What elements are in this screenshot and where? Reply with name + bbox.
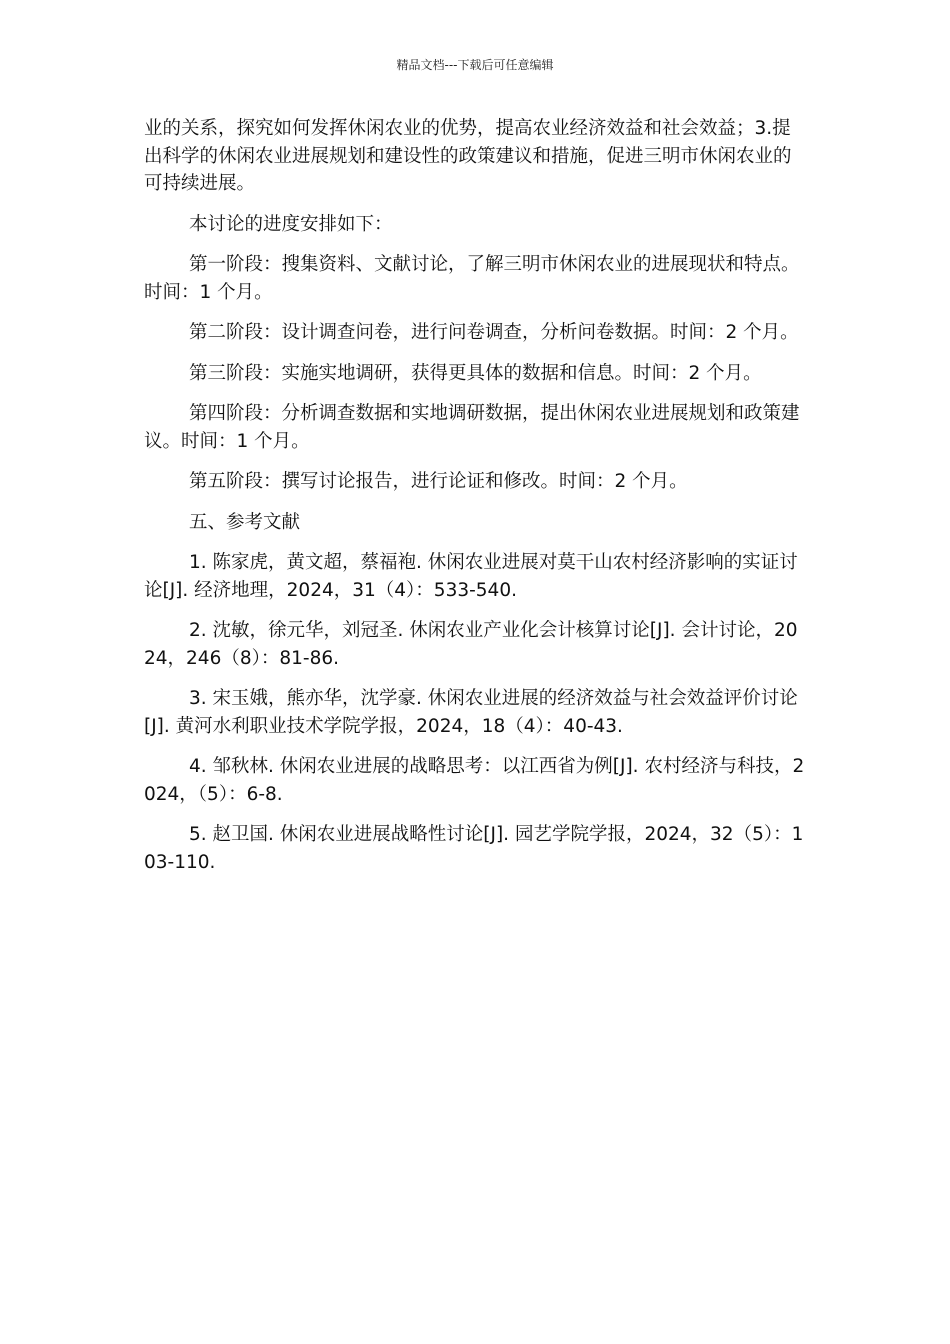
intro-paragraph: 业的关系，探究如何发挥休闲农业的优势，提高农业经济效益和社会效益；3.提出科学的休闲农业进展规划和建设性的政策建议和措施，促进三明市休闲农业的可持续进展。 <box>144 118 792 194</box>
reference-2: 2. 沈敏，徐元华，刘冠圣. 休闲农业产业化会计核算讨论[J]. 会计讨论，2024，246（8）：81-86. <box>144 620 798 669</box>
stage-5: 第五阶段：撰写讨论报告，进行论证和修改。时间：2 个月。 <box>189 471 688 492</box>
document-body <box>144 115 808 889</box>
reference-3: 3. 宋玉娥，熊亦华，沈学豪. 休闲农业进展的经济效益与社会效益评价讨论[J]. 黄河水利职业技术学院学报，2024，18（4）：40-43. <box>144 688 798 737</box>
stage-4: 第四阶段：分析调查数据和实地调研数据，提出休闲农业进展规划和政策建议。时间：1 个月。 <box>144 403 800 452</box>
stage-3: 第三阶段：实施实地调研，获得更具体的数据和信息。时间：2 个月。 <box>189 362 762 384</box>
stage-1: 第一阶段：搜集资料、文献讨论，了解三明市休闲农业的进展现状和特点。时间：1 个月。 <box>144 254 800 303</box>
stage-2: 第二阶段：设计调查问卷，进行问卷调查，分析问卷数据。时间：2 个月。 <box>189 322 799 343</box>
reference-5: 5. 赵卫国. 休闲农业进展战略性讨论[J]. 园艺学院学报，2024，32（5）：103-110. <box>144 824 804 873</box>
reference-1: 1. 陈家虎，黄文超，蔡福袍. 休闲农业进展对莫干山农村经济影响的实证讨论[J]. 经济地理，2024，31（4）：533-540. <box>144 552 798 601</box>
reference-4: 4. 邹秋林. 休闲农业进展的战略思考：以江西省为例[J]. 农村经济与科技，2024，（5）：6-8. <box>144 756 805 805</box>
references-heading: 五、参考文献 <box>189 511 301 533</box>
page-header: 精品文档---下载后可任意编辑 <box>396 58 554 72</box>
schedule-intro: 本讨论的进度安排如下： <box>189 213 393 235</box>
